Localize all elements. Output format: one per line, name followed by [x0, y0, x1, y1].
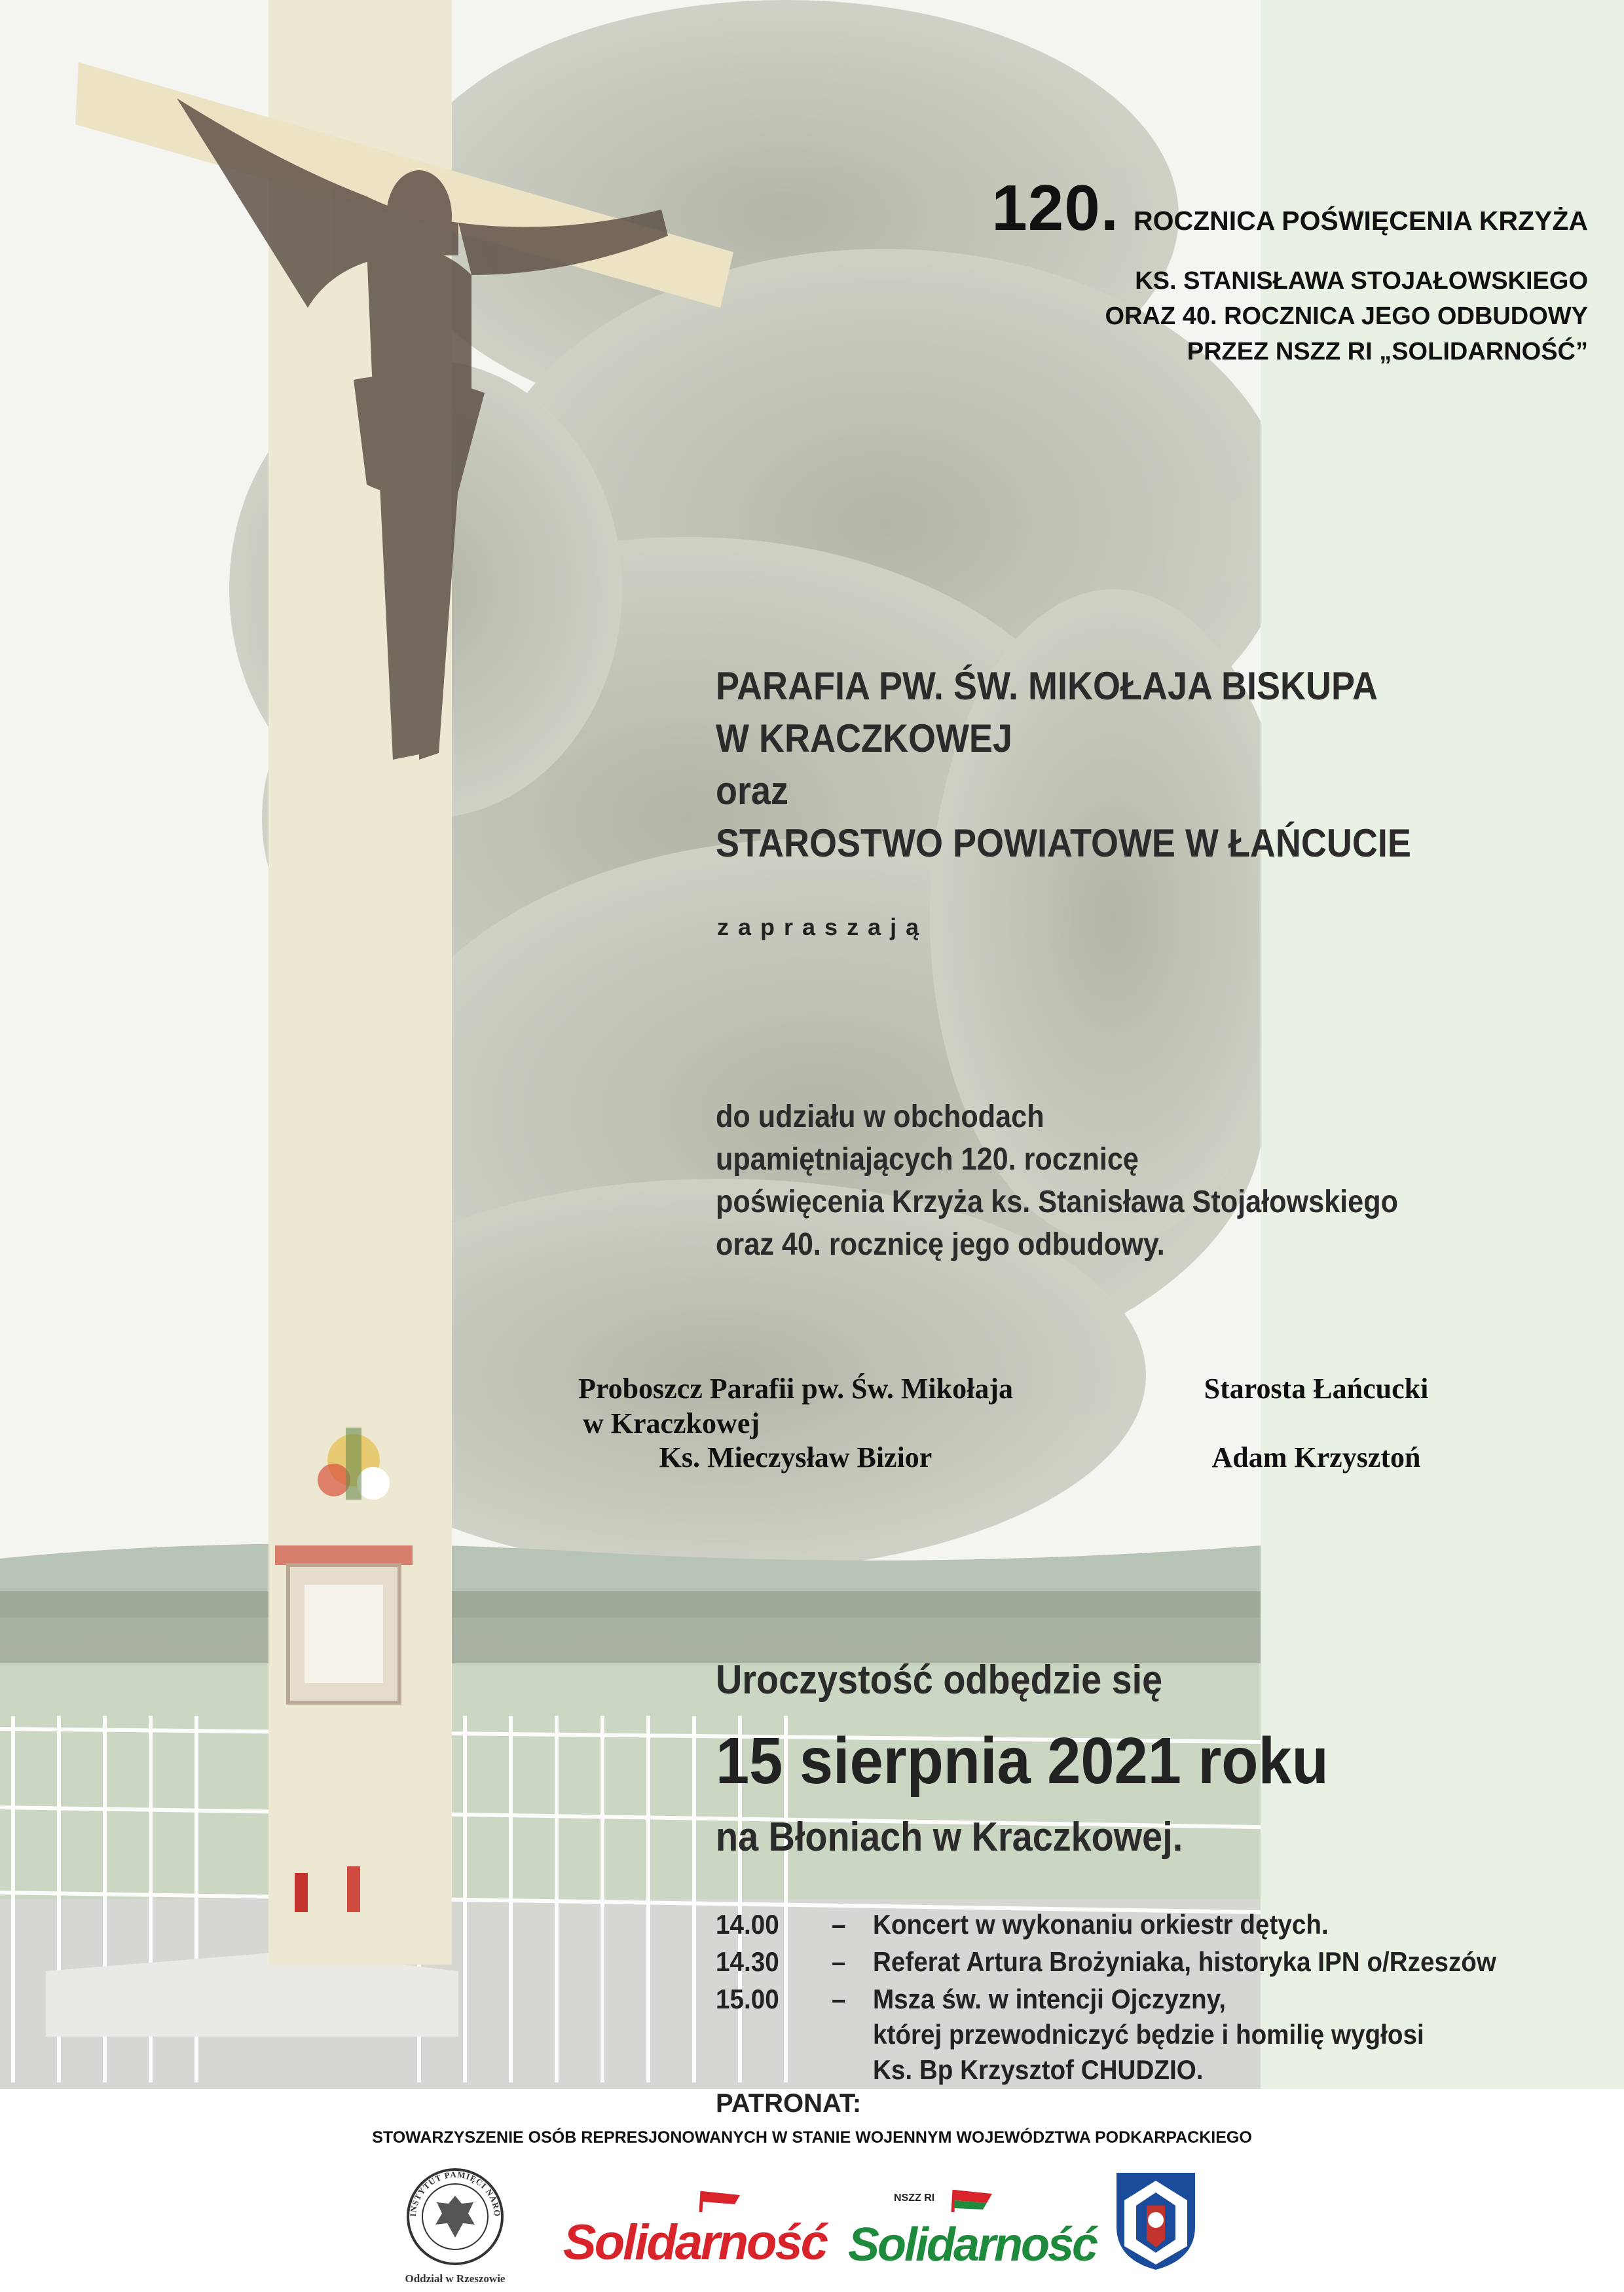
invite-word: zapraszają: [717, 914, 929, 940]
ceremony-date: 15 sierpnia 2021 roku: [716, 1724, 1329, 1798]
schedule-item-mass-line-2: której przewodniczyć będzie i homilię wygłosi: [873, 2019, 1424, 2050]
schedule-dash: –: [832, 1909, 846, 1940]
ipn-caption: Oddział w Rzeszowie: [405, 2272, 506, 2285]
schedule-dash: –: [832, 1946, 846, 1977]
invitation-line-1: do udziału w obchodach: [716, 1100, 1044, 1134]
flag-icon: [940, 2187, 1018, 2213]
schedule-item-mass-line-1: Msza św. w intencji Ojczyzny,: [873, 1984, 1226, 2014]
ipn-eagle-icon: [396, 2164, 514, 2269]
solidarnosc-word: Solidarność: [848, 2219, 1097, 2271]
signature-left-line-2: w Kraczkowej: [582, 1407, 760, 1439]
invitation-line-2: upamiętniających 120. rocznicę: [716, 1142, 1139, 1177]
nszz-ri-label: NSZZ RI: [894, 2192, 935, 2204]
signature-right-line-2: Adam Krzysztoń: [1211, 1441, 1421, 1473]
anniversary-line-4: PRZEZ NSZZ RI „SOLIDARNOŚĆ”: [1187, 338, 1588, 365]
organizer-line-4: STAROSTWO POWIATOWE W ŁAŃCUCIE: [716, 821, 1411, 865]
organizer-line-3: oraz: [716, 769, 789, 813]
county-crest-icon: [1110, 2168, 1202, 2272]
nszz-ri-solidarnosc-logo: [848, 2187, 1097, 2285]
ceremony-place: na Błoniach w Kraczkowej.: [716, 1815, 1183, 1860]
organizer-line-1: PARAFIA PW. ŚW. MIKOŁAJA BISKUPA: [716, 664, 1378, 708]
schedule-item-concert: Koncert w wykonaniu orkiestr dętych.: [873, 1909, 1329, 1940]
schedule-item-lecture: Referat Artura Brożyniaka, historyka IPN o/Rzeszów: [873, 1946, 1496, 1977]
schedule-dash: –: [832, 1984, 846, 2014]
flag-icon: [563, 2187, 786, 2213]
anniversary-heading: [851, 172, 1588, 369]
signature-right-line-1: Starosta Łańcucki: [1204, 1373, 1429, 1405]
anniversary-number: 120.: [991, 172, 1120, 244]
signature-left-line-1: Proboszcz Parafii pw. Św. Mikołaja: [578, 1373, 1014, 1405]
solidarnosc-word: Solidarność: [563, 2215, 826, 2270]
ipn-ring-text: INSTYTUT PAMIĘCI NARO: [407, 2169, 503, 2218]
schedule-time: 14.00: [716, 1909, 779, 1940]
anniversary-line-2: KS. STANISŁAWA STOJAŁOWSKIEGO: [1135, 267, 1588, 295]
anniversary-line-3: ORAZ 40. ROCZNICA JEGO ODBUDOWY: [1105, 303, 1588, 330]
patronage-association: STOWARZYSZENIE OSÓB REPRESJONOWANYCH W STANIE WOJENNYM WOJEWÓDZTWA PODKARPACKIEGO: [372, 2128, 1252, 2147]
signature-left-line-3: Ks. Mieczysław Bizior: [659, 1441, 932, 1473]
anniversary-line-1: ROCZNICA POŚWIĘCENIA KRZYŻA: [1134, 206, 1588, 236]
ipn-logo: [396, 2164, 514, 2292]
invitation-line-4: oraz 40. rocznicę jego odbudowy.: [716, 1227, 1165, 1262]
schedule-time: 15.00: [716, 1984, 779, 2014]
organizer-line-2: W KRACZKOWEJ: [716, 716, 1012, 760]
solidarnosc-logo: [563, 2187, 826, 2279]
ceremony-label: Uroczystość odbędzie się: [716, 1657, 1163, 1703]
schedule-item-mass-line-3: Ks. Bp Krzysztof CHUDZIO.: [873, 2054, 1204, 2085]
patronage-label: PATRONAT:: [716, 2089, 862, 2118]
schedule-time: 14.30: [716, 1946, 779, 1977]
invitation-line-3: poświęcenia Krzyża ks. Stanisława Stojałowskiego: [716, 1185, 1398, 1219]
county-crest: [1110, 2168, 1202, 2272]
